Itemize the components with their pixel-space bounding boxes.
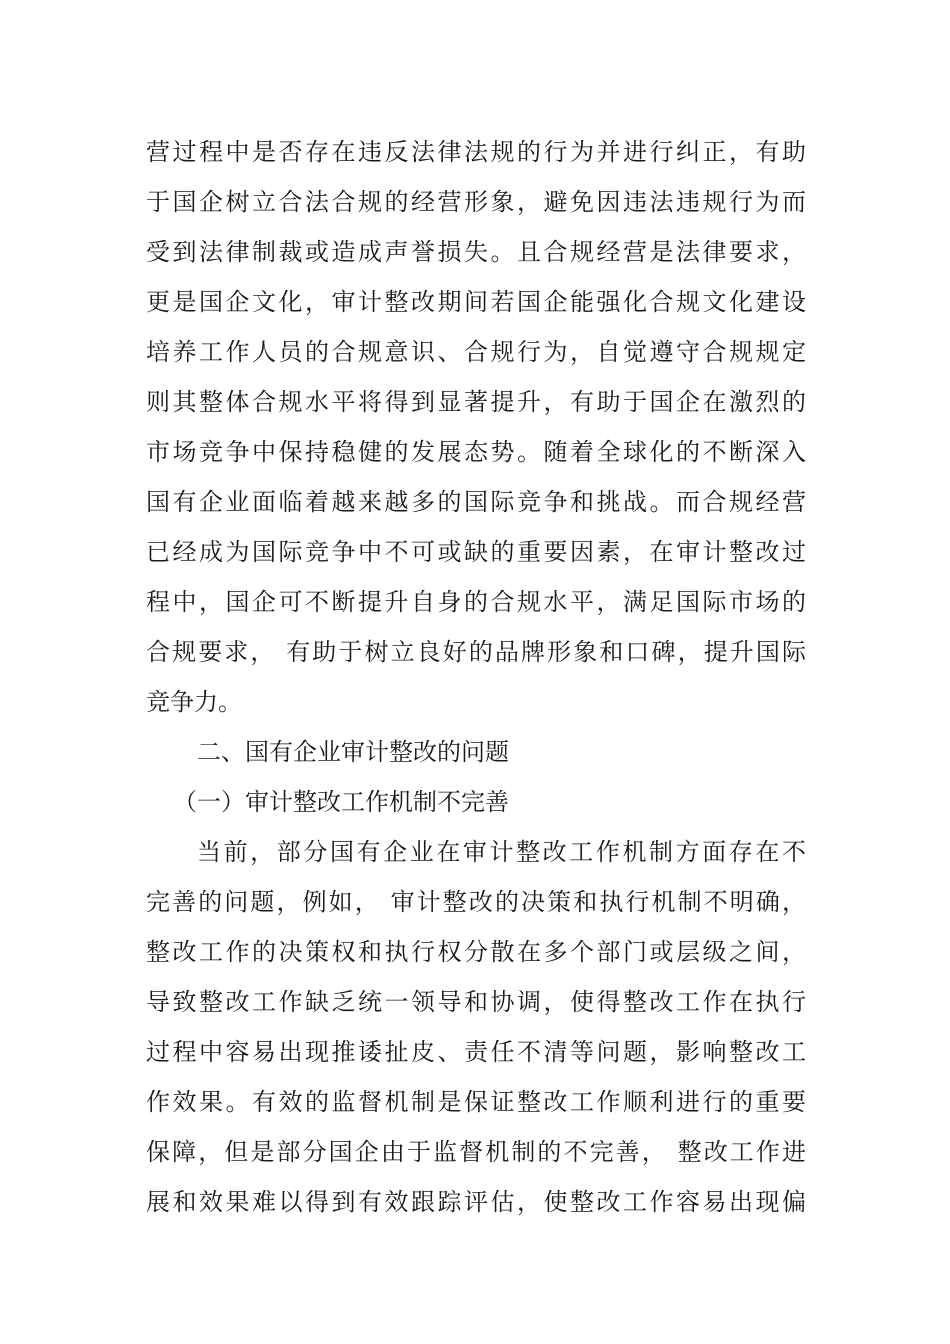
paragraph-line: 当前，部分国有企业在审计整改工作机制方面存在不 [197,838,806,866]
paragraph-line: 作效果。有效的监督机制是保证整改工作顺利进行的重要 [146,1088,806,1116]
paragraph-line: 更是国企文化，审计整改期间若国企能强化合规文化建设 [146,288,806,316]
paragraph-line: 培养工作人员的合规意识、合规行为，自觉遵守合规规定 [146,338,806,366]
paragraph-line: 受到法律制裁或造成声誉损失。且合规经营是法律要求， [146,238,806,266]
paragraph-line: 则其整体合规水平将得到显著提升，有助于国企在激烈的 [146,388,806,416]
paragraph-line: 导致整改工作缺乏统一领导和协调，使得整改工作在执行 [146,988,806,1016]
paragraph-line: 营过程中是否存在违反法律法规的行为并进行纠正，有助 [146,138,806,166]
paragraph-line: 竞争力。 [146,688,242,716]
paragraph-line: 已经成为国际竞争中不可或缺的重要因素，在审计整改过 [146,538,806,566]
paragraph-line: 合规要求， 有助于树立良好的品牌形象和口碑，提升国际 [146,638,806,666]
section-heading: 二、国有企业审计整改的问题 [197,738,509,766]
paragraph-line: 过程中容易出现推诿扯皮、责任不清等问题，影响整改工 [146,1038,806,1066]
paragraph-line: 市场竞争中保持稳健的发展态势。随着全球化的不断深入 [146,438,806,466]
paragraph-line: 展和效果难以得到有效跟踪评估，使整改工作容易出现偏 [146,1188,806,1216]
subsection-heading: （一）审计整改工作机制不完善 [173,788,509,816]
paragraph-line: 保障，但是部分国企由于监督机制的不完善， 整改工作进 [146,1138,806,1166]
paragraph-line: 完善的问题，例如， 审计整改的决策和执行机制不明确， [146,888,806,916]
paragraph-line: 整改工作的决策权和执行权分散在多个部门或层级之间， [146,938,806,966]
paragraph-line: 程中，国企可不断提升自身的合规水平，满足国际市场的 [146,588,806,616]
paragraph-line: 国有企业面临着越来越多的国际竞争和挑战。而合规经营 [146,488,806,516]
paragraph-line: 于国企树立合法合规的经营形象，避免因违法违规行为而 [146,188,806,216]
